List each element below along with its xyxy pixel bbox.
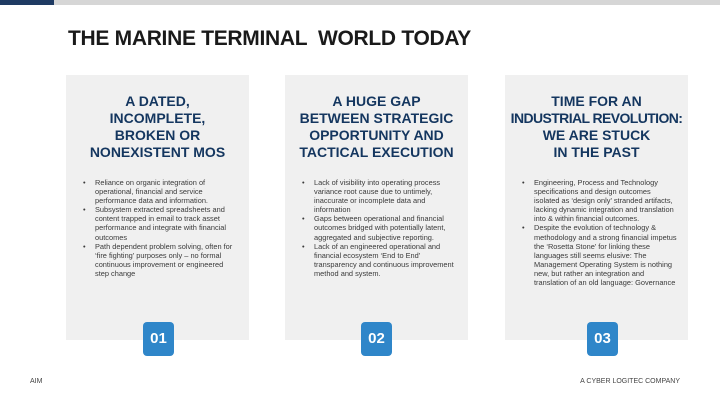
card-3 <box>505 75 688 340</box>
card-3-heading <box>509 93 684 161</box>
card-1-heading-line-2: INCOMPLETE, <box>109 110 206 126</box>
card-1-heading-line-1: A DATED, <box>125 93 190 109</box>
bullet-item: • Lack of an engineered operational and financial ecosystem ‘End to End’ transparency and continuous improvement method and system. <box>300 242 458 278</box>
card-3-heading-line-3: WE ARE STUCK <box>542 127 651 143</box>
footer-company: A CYBER LOGITEC COMPANY <box>580 378 680 385</box>
card-1 <box>66 75 249 340</box>
card-2-heading <box>289 93 464 161</box>
card-1-heading-line-3: BROKEN OR <box>114 127 201 143</box>
card-2 <box>285 75 468 340</box>
top-bar <box>0 0 720 5</box>
bullet-item: • Reliance on organic integration of operational, financial and service performance data and information. <box>81 178 239 205</box>
top-bar-accent <box>0 0 54 5</box>
bullet-item: • Path dependent problem solving, often for ‘fire fighting’ purposes only – no formal continuous improvement or engineered step change <box>81 242 239 278</box>
card-1-heading-line-4: NONEXISTENT MOS <box>89 144 226 160</box>
card-3-heading-line-4: IN THE PAST <box>553 144 640 160</box>
card-1-heading <box>70 93 245 161</box>
card-2-heading-line-3: OPPORTUNITY AND <box>309 127 444 143</box>
bullet-item: • Despite the evolution of technology & methodology and a strong financial impetus the ‘Rosetta Stone’ for linking these languages still seems elusive: The Management Operating System is nothing new, but rather an integration and translation of an old language: Governance <box>520 223 678 287</box>
card-1-bullets <box>81 178 239 278</box>
slide-title: THE MARINE TERMINAL WORLD TODAY <box>68 27 472 50</box>
card-2-heading-line-1: A HUGE GAP <box>332 93 421 109</box>
card-1-number-badge: 01 <box>143 322 174 356</box>
bullet-item: • Lack of visibility into operating process variance root cause due to untimely, inaccurate or incomplete data and information <box>300 178 458 214</box>
card-2-heading-line-2: BETWEEN STRATEGIC <box>299 110 454 126</box>
bullet-item: • Subsystem extracted spreadsheets and content trapped in email to track asset performance and integrate with financial outcomes <box>81 205 239 241</box>
card-3-heading-line-2: INDUSTRIAL REVOLUTION: <box>510 110 683 126</box>
bullet-item: • Engineering, Process and Technology specifications and design outcomes isolated as ‘design only’ stranded artifacts, lacking dynamic integration and translation into & within financial outcomes. <box>520 178 678 223</box>
card-3-number-badge: 03 <box>587 322 618 356</box>
card-2-heading-line-4: TACTICAL EXECUTION <box>299 144 454 160</box>
card-2-bullets <box>300 178 458 278</box>
bullet-item: • Gaps between operational and financial outcomes bridged with potentially latent, aggregated and subjective reporting. <box>300 214 458 241</box>
card-2-number-badge: 02 <box>361 322 392 356</box>
footer-brand: AIM <box>30 378 43 385</box>
card-3-heading-line-1: TIME FOR AN <box>551 93 642 109</box>
card-3-bullets <box>520 178 678 287</box>
